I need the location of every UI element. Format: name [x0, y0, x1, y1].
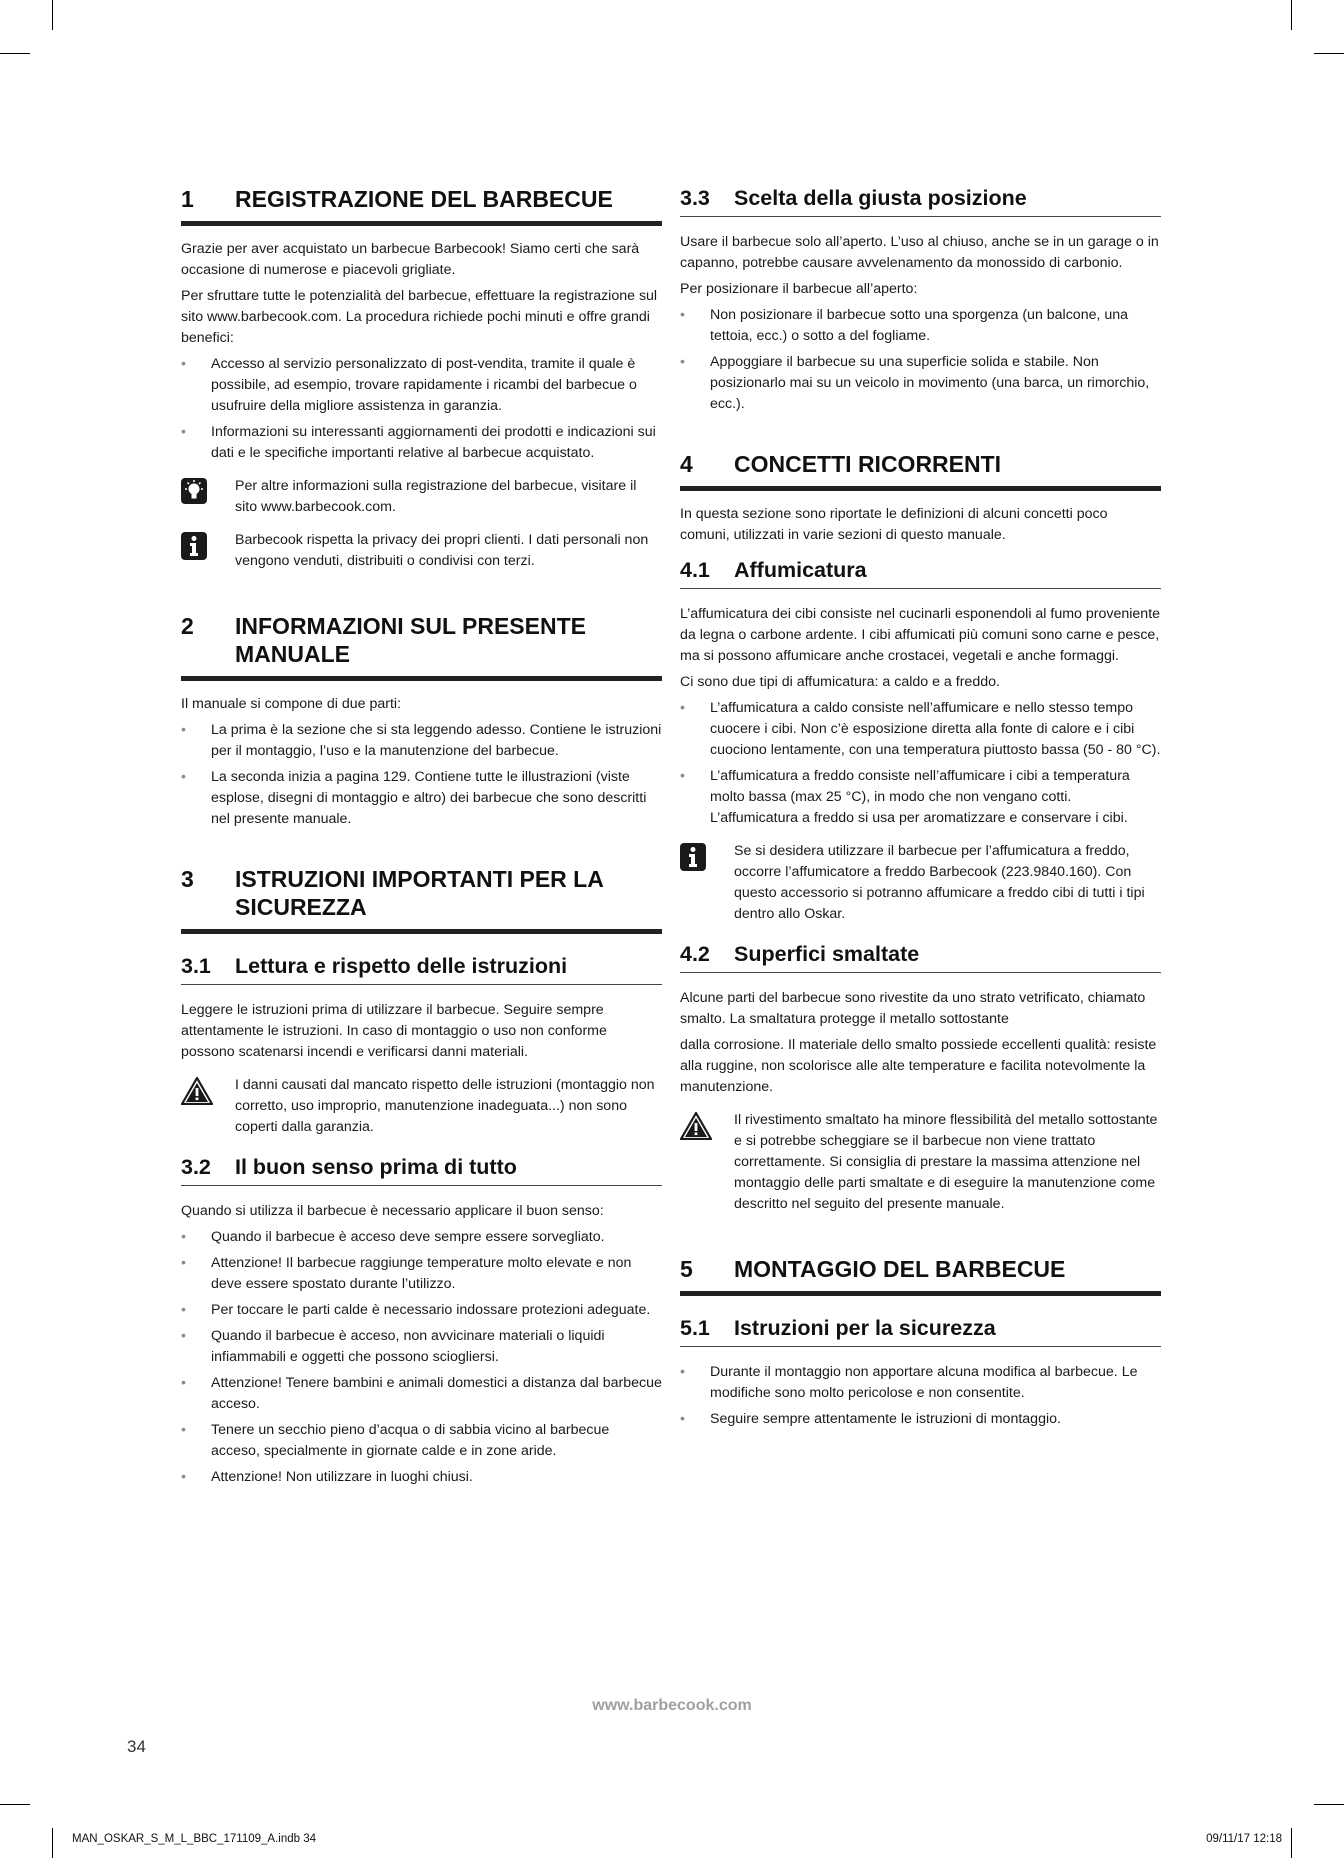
note-text: Se si desidera utilizzare il barbecue per l’affumicatura a freddo, occorre l’affumicatore a freddo Barbecook (223.9840.160). Con questo accessorio si potranno affumicare a freddo cibi di tutti i tipi dentro allo Oskar.: [734, 843, 1145, 922]
subsection-title: Scelta della giusta posizione: [734, 186, 1027, 210]
print-slug-file: MAN_OSKAR_S_M_L_BBC_171109_A.indb 34: [72, 1833, 316, 1845]
footer-url: www.barbecook.com: [592, 1697, 752, 1714]
subsection-title: Lettura e rispetto delle istruzioni: [235, 954, 568, 978]
section-title: MONTAGGIO DEL BARBECUE: [734, 1256, 1066, 1282]
bullet-list: [181, 720, 662, 830]
paragraph: Ci sono due tipi di affumicatura: a caldo e a freddo.: [680, 674, 1000, 690]
note-text: Per altre informazioni sulla registrazione del barbecue, visitare il sito www.barbecook.com.: [235, 478, 637, 515]
right-column: [680, 185, 1161, 1435]
info-note: [680, 841, 1161, 925]
warning-icon: [181, 1075, 235, 1138]
paragraph: Grazie per aver acquistato un barbecue Barbecook! Siamo certi che sarà occasione di numerose e piacevoli grigliate.: [181, 241, 640, 278]
list-item: • Quando il barbecue è acceso, non avvicinare materiali o liquidi infiammabili e oggetti che possono sciogliersi.: [181, 1326, 662, 1368]
subsection-heading: 5.1 Istruzioni per la sicurezza: [680, 1315, 1161, 1347]
crop-mark: [52, 0, 53, 30]
paragraph: In questa sezione sono riportate le definizioni di alcuni concetti poco comuni, utilizzati in varie sezioni di questo manuale.: [680, 506, 1108, 543]
list-item: • La prima è la sezione che si sta leggendo adesso. Contiene le istruzioni per il montaggio, l’uso e la manutenzione del barbecue.: [181, 720, 662, 762]
list-item: • Per toccare le parti calde è necessario indossare protezioni adeguate.: [181, 1300, 662, 1321]
section-heading: 4 CONCETTI RICORRENTI: [680, 450, 1161, 491]
crop-mark: [1314, 53, 1344, 54]
warning-icon: [680, 1110, 734, 1215]
section-heading: 2 INFORMAZIONI SUL PRESENTE MANUALE: [181, 612, 662, 681]
list-item: • Quando il barbecue è acceso deve sempre essere sorvegliato.: [181, 1227, 662, 1248]
note-text: Barbecook rispetta la privacy dei propri clienti. I dati personali non vengono venduti, distribuiti o condivisi con terzi.: [235, 532, 649, 569]
section-title: REGISTRAZIONE DEL BARBECUE: [235, 186, 613, 212]
crop-mark: [0, 1804, 30, 1805]
info-note: [181, 530, 662, 572]
list-item: • Appoggiare il barbecue su una superficie solida e stabile. Non posizionarlo mai su un veicolo in movimento (una barca, un rimorchio, ecc.).: [680, 352, 1161, 415]
list-item: • La seconda inizia a pagina 129. Contiene tutte le illustrazioni (viste esplose, disegni di montaggio e altro) dei barbecue che sono descritti nel presente manuale.: [181, 767, 662, 830]
section-heading: 5 MONTAGGIO DEL BARBECUE: [680, 1255, 1161, 1296]
paragraph: Quando si utilizza il barbecue è necessario applicare il buon senso:: [181, 1203, 604, 1219]
info-icon: [680, 841, 734, 925]
subsection-heading: 3.2 Il buon senso prima di tutto: [181, 1154, 662, 1186]
subsection-heading: 4.1 Affumicatura: [680, 557, 1161, 589]
section-heading: 1 REGISTRAZIONE DEL BARBECUE: [181, 185, 662, 226]
warning-note: [181, 1075, 662, 1138]
subsection-heading: 4.2 Superfici smaltate: [680, 941, 1161, 973]
paragraph: Leggere le istruzioni prima di utilizzare il barbecue. Seguire sempre attentamente le istruzioni. In caso di montaggio o uso non conforme possono scatenarsi incendi e verificarsi danni materiali.: [181, 1002, 607, 1060]
section-heading: 3 ISTRUZIONI IMPORTANTI PER LA SICUREZZA: [181, 865, 662, 934]
crop-mark: [1314, 1804, 1344, 1805]
subsection-title: Superfici smaltate: [734, 942, 920, 966]
section-title: INFORMAZIONI SUL PRESENTE MANUALE: [235, 613, 586, 667]
list-item: • Attenzione! Non utilizzare in luoghi chiusi.: [181, 1467, 662, 1488]
list-item: • L’affumicatura a freddo consiste nell’affumicare i cibi a temperatura molto bassa (max 25 °C), in modo che non vengano cotti. L’affumicatura a freddo si usa per aromatizzare e conservare i cibi.: [680, 766, 1161, 829]
list-item: • Non posizionare il barbecue sotto una sporgenza (un balcone, una tettoia, ecc.) o sotto a del fogliame.: [680, 305, 1161, 347]
tip-note: [181, 476, 662, 518]
crop-mark: [52, 1828, 53, 1858]
subsection-heading: 3.1 Lettura e rispetto delle istruzioni: [181, 953, 662, 985]
section-title: ISTRUZIONI IMPORTANTI PER LA SICUREZZA: [235, 866, 603, 920]
list-item: • Durante il montaggio non apportare alcuna modifica al barbecue. Le modifiche sono molto pericolose e non consentite.: [680, 1362, 1161, 1404]
list-item: • Accesso al servizio personalizzato di post-vendita, tramite il quale è possibile, ad esempio, trovare rapidamente i ricambi del barbecue o usufruire della migliore assistenza in garanzia.: [181, 354, 662, 417]
bullet-list: [680, 698, 1161, 829]
list-item: • L’affumicatura a caldo consiste nell’affumicare e nello stesso tempo cuocere i cibi. Non c’è esposizione diretta alla fonte di calore e i cibi cuociono lentamente, con una temperatura piuttosto bassa (50 - 80 °C).: [680, 698, 1161, 761]
subsection-title: Istruzioni per la sicurezza: [734, 1316, 996, 1340]
subsection-heading: 3.3 Scelta della giusta posizione: [680, 185, 1161, 217]
paragraph: Il manuale si compone di due parti:: [181, 696, 402, 712]
bullet-list: [181, 354, 662, 464]
paragraph: Usare il barbecue solo all’aperto. L’uso al chiuso, anche se in un garage o in capanno, potrebbe causare avvelenamento da monossido di carbonio.: [680, 234, 1159, 271]
paragraph: Per sfruttare tutte le potenzialità del barbecue, effettuare la registrazione sul sito www.barbecook.com. La procedura richiede pochi minuti e offre grandi benefici:: [181, 288, 658, 346]
paragraph: Alcune parti del barbecue sono rivestite da uno strato vetrificato, chiamato smalto. La smaltatura protegge il metallo sottostante: [680, 990, 1146, 1027]
subsection-title: Il buon senso prima di tutto: [235, 1155, 517, 1179]
crop-mark: [0, 53, 30, 54]
paragraph: L’affumicatura dei cibi consiste nel cucinarli esponendoli al fumo proveniente da legna o carbone ardente. I cibi affumicati più comuni sono carne e pesce, ma si possono affumicare anche crostacei, vegetali e anche formaggi.: [680, 606, 1161, 664]
crop-mark: [1291, 0, 1292, 30]
list-item: • Tenere un secchio pieno d’acqua o di sabbia vicino al barbecue acceso, specialmente in giornate calde e in zone aride.: [181, 1420, 662, 1462]
info-icon: [181, 530, 235, 572]
lightbulb-icon: [181, 476, 235, 518]
bullet-list: [680, 1362, 1161, 1430]
crop-mark: [1291, 1828, 1292, 1858]
warning-note: [680, 1110, 1161, 1215]
list-item: • Attenzione! Il barbecue raggiunge temperature molto elevate e non deve essere spostato durante l’utilizzo.: [181, 1253, 662, 1295]
list-item: • Attenzione! Tenere bambini e animali domestici a distanza dal barbecue acceso.: [181, 1373, 662, 1415]
paragraph: dalla corrosione. Il materiale dello smalto possiede eccellenti qualità: resiste alla ruggine, non scolorisce alle alte temperature e facilita notevolmente la manutenzione.: [680, 1037, 1157, 1095]
paragraph: Per posizionare il barbecue all’aperto:: [680, 281, 918, 297]
note-text: I danni causati dal mancato rispetto delle istruzioni (montaggio non corretto, uso improprio, manutenzione inadeguata...) non sono coperti dalla garanzia.: [235, 1077, 655, 1135]
left-column: [181, 185, 662, 1493]
page-number: 34: [127, 1737, 146, 1756]
section-title: CONCETTI RICORRENTI: [734, 451, 1002, 477]
bullet-list: [181, 1227, 662, 1488]
print-slug-date: 09/11/17 12:18: [1206, 1833, 1282, 1845]
list-item: • Informazioni su interessanti aggiornamenti dei prodotti e indicazioni sui dati e le specifiche importanti relative al barbecue acquistato.: [181, 422, 662, 464]
subsection-title: Affumicatura: [734, 558, 867, 582]
note-text: Il rivestimento smaltato ha minore flessibilità del metallo sottostante e si potrebbe scheggiare se il barbecue non viene trattato correttamente. Si consiglia di prestare la massima attenzione nel montaggio delle parti smaltate e di eseguire la manutenzione come descritto nel seguito del presente manuale.: [734, 1112, 1158, 1212]
bullet-list: [680, 305, 1161, 415]
list-item: • Seguire sempre attentamente le istruzioni di montaggio.: [680, 1409, 1161, 1430]
